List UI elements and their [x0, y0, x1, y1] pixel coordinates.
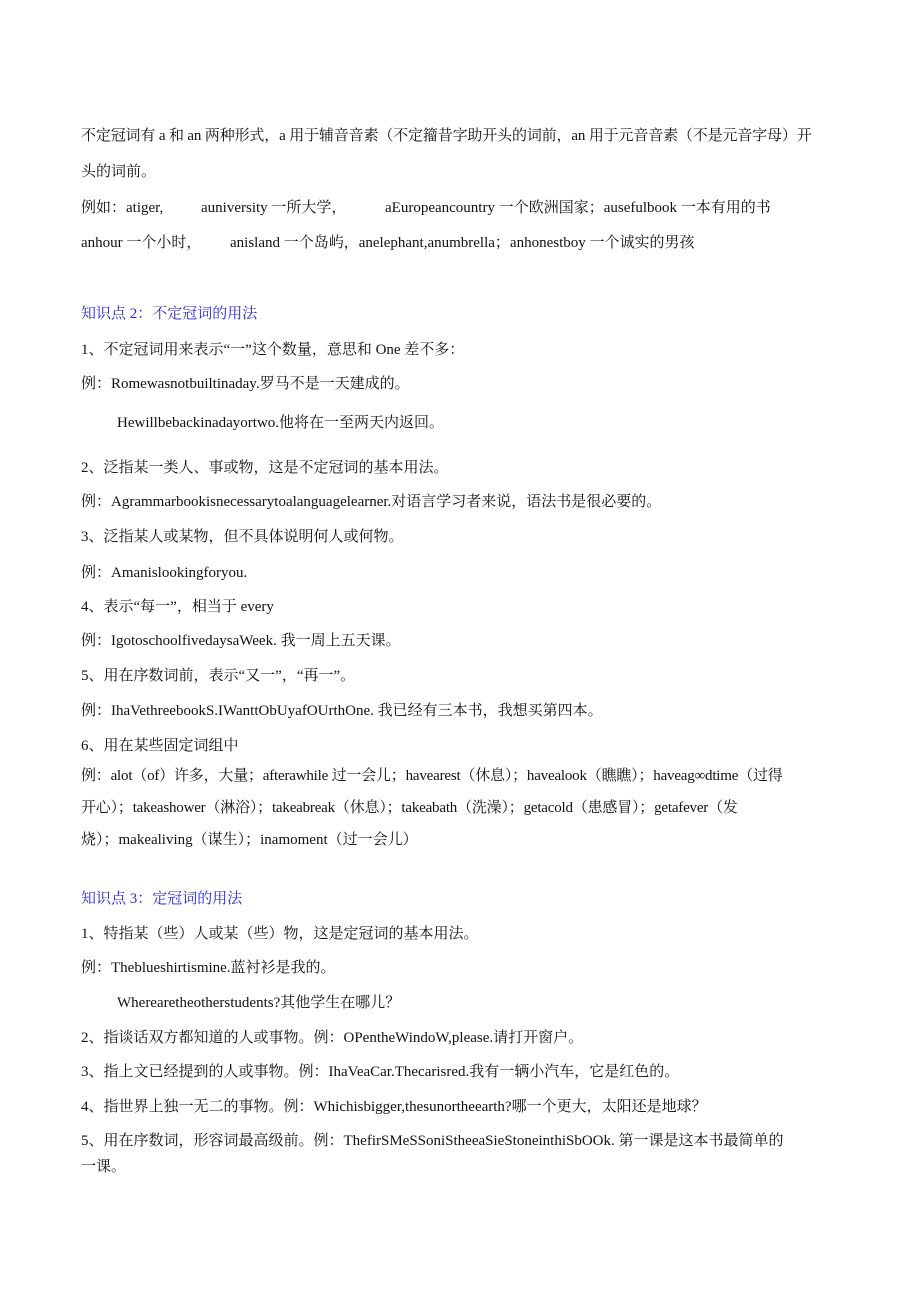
section-2-item: 例：Romewasnotbuiltinaday.罗马不是一天建成的。 [81, 376, 410, 392]
example-a-tiger: 例如：atiger, [81, 200, 164, 216]
section-2-item: 4、表示“每一”，相当于 every [81, 599, 274, 615]
section-3-heading: 知识点 3：定冠词的用法 [81, 891, 243, 907]
intro-examples-row-2 [81, 233, 841, 253]
section-2-item: 烧）；makealiving（谋生）；inamoment（过一会儿） [81, 832, 418, 848]
section-3-item: 3、指上文已经提到的人或事物。例：IhaVeaCar.Thecarisred.我有一辆小汽车，它是红色的。 [81, 1064, 680, 1080]
section-2-item: 5、用在序数词前，表示“又一”，“再一”。 [81, 668, 356, 684]
section-3-item: 1、特指某（些）人或某（些）物，这是定冠词的基本用法。 [81, 926, 479, 942]
section-2-item: 1、不定冠词用来表示“一”这个数量，意思和 One 差不多： [81, 342, 465, 358]
section-2-item: 开心）；takeashower（淋浴）；takeabreak（休息）；takeabath（洗澡）；getacold（患感冒）；getafever（发 [81, 800, 738, 816]
example-an-hour: anhour 一个小时， [81, 235, 202, 251]
section-3-item: 一课。 [81, 1159, 127, 1175]
section-2-item: 例：IgotoschoolfivedaysaWeek. 我一周上五天课。 [81, 633, 401, 649]
section-3-item: 4、指世界上独一无二的事物。例：Whichisbigger,thesunortheearth?哪一个更大，太阳还是地球？ [81, 1099, 707, 1115]
intro-line-1: 不定冠词有 a 和 an 两种形式，a 用于辅音音素（不定籀昔字助开头的词前，an 用于元音音素（不是元音字母）开 [81, 128, 812, 144]
section-2-item: 例：IhaVethreebookS.IWanttObUyafOUrthOne. 我已经有三本书，我想买第四本。 [81, 703, 603, 719]
section-2-item: 6、用在某些固定词组中 [81, 738, 239, 754]
section-2-item: 2、泛指某一类人、事或物，这是不定冠词的基本用法。 [81, 460, 449, 476]
section-2-item: 3、泛指某人或某物，但不具体说明何人或何物。 [81, 529, 404, 545]
section-2-item: 例：Amanislookingforyou. [81, 565, 248, 581]
section-2-heading: 知识点 2：不定冠词的用法 [81, 306, 258, 322]
section-2-item: Hewillbebackinadayortwo.他将在一至两天内返回。 [117, 415, 445, 431]
example-a-european-country: aEuropeancountry 一个欧洲国家；ausefulbook 一本有用的书 [385, 200, 771, 216]
section-3-item: 例：Theblueshirtismine.蓝衬衫是我的。 [81, 960, 336, 976]
intro-examples-row-1 [81, 198, 841, 218]
section-3-item: 5、用在序数词，形容词最高级前。例：ThefirSMeSSoniStheeaSieStoneinthiSbOOk. 第一课是这本书最简单的 [81, 1133, 784, 1149]
example-a-university: auniversity 一所大学， [201, 200, 347, 216]
section-2-item: 例：alot（of）许多，大量；afterawhile 过一会儿；havearest（休息）；havealook（瞧瞧）；haveag∞dtime（过得 [81, 768, 783, 784]
example-an-island: anisland 一个岛屿，anelephant,anumbrella；anhonestboy 一个诚实的男孩 [230, 235, 695, 251]
section-3-item: 2、指谈话双方都知道的人或事物。例：OPentheWindoW,please.请打开窗户。 [81, 1030, 584, 1046]
section-3-item: Wherearetheotherstudents?其他学生在哪儿？ [117, 995, 401, 1011]
intro-line-2: 头的词前。 [81, 164, 157, 180]
section-2-item: 例：Agrammarbookisnecessarytoalanguagelearner.对语言学习者来说，语法书是很必要的。 [81, 494, 662, 510]
